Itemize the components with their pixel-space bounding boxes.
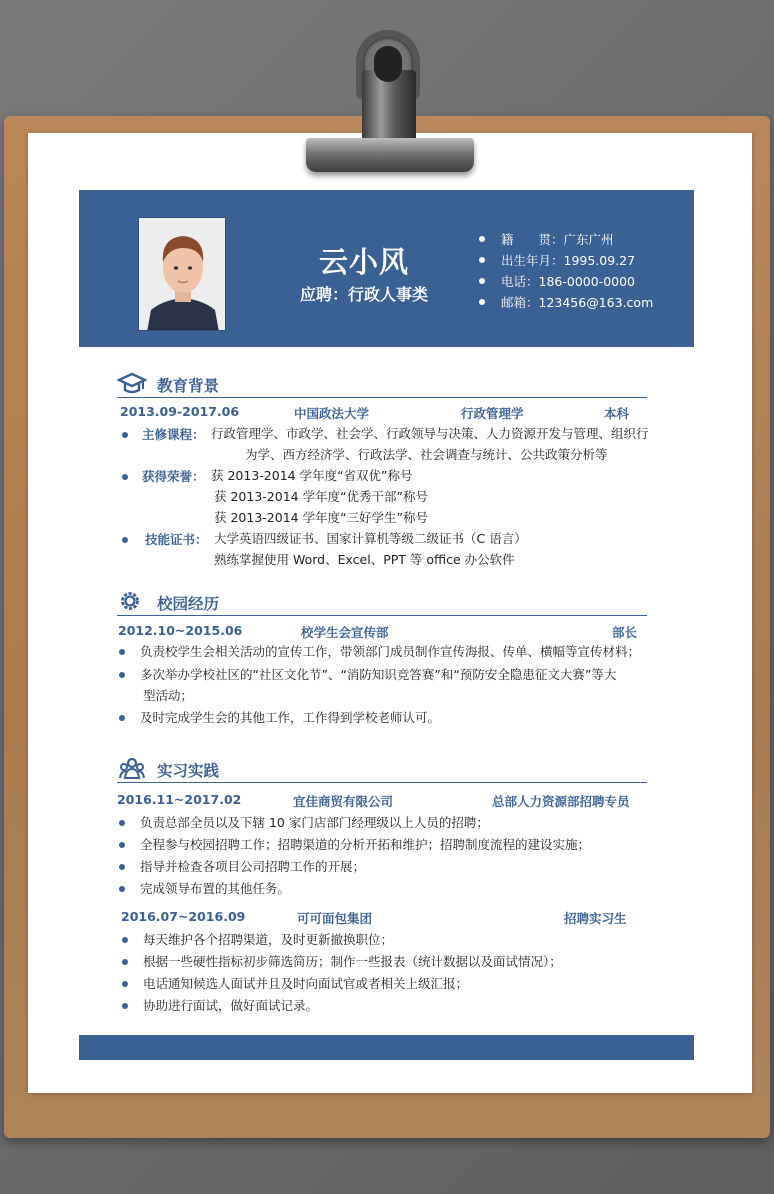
profile-photo (138, 217, 226, 331)
job1-item: 全程参与校园招聘工作；招聘渠道的分析开拓和维护；招聘制度流程的建设实施； (140, 837, 591, 852)
skills-label: 技能证书： (145, 532, 208, 547)
honor-item: 获 2013-2014 学年度“省双优”称号 (211, 468, 413, 483)
edu-major: 行政管理学 (461, 406, 524, 421)
bullet-icon (122, 981, 128, 987)
bullet-icon (119, 864, 125, 870)
bullet-icon (122, 1003, 128, 1009)
campus-item: 及时完成学生会的其他工作，工作得到学校老师认可。 (140, 710, 441, 725)
info-birth: 出生年月：1995.09.27 (479, 249, 689, 270)
info-phone: 电话：186-0000-0000 (479, 270, 689, 291)
bullet-icon (479, 278, 485, 284)
campus-item: 负责校学生会相关活动的宣传工作，带领部门成员制作宣传海报、传单、横幅等宣传材料； (140, 644, 641, 659)
bullet-icon (119, 672, 125, 678)
resume-header (79, 190, 694, 347)
edu-school: 中国政法大学 (294, 406, 370, 421)
job1-item: 指导并检查各项目公司招聘工作的开展； (140, 859, 366, 874)
bullet-icon (479, 299, 485, 305)
job1-item: 负责总部全员以及下辖 10 家门店部门经理级以上人员的招聘； (140, 815, 489, 830)
courses-label: 主修课程： (142, 427, 205, 442)
job2-role: 招聘实习生 (564, 911, 627, 926)
clip-ring-hole (374, 46, 402, 82)
bullet-icon (119, 886, 125, 892)
section-internship (117, 755, 647, 783)
info-email: 邮箱：123456@163.com (479, 291, 689, 312)
campus-period: 2012.10~2015.06 (118, 623, 243, 638)
section-title: 教育背景 (157, 377, 220, 395)
job2-company: 可可面包集团 (297, 911, 373, 926)
job2-item: 协助进行面试，做好面试记录。 (143, 998, 319, 1013)
courses-line: 为学、西方经济学、行政法学、社会调查与统计、公共政策分析等 (245, 447, 608, 462)
skill-item: 熟练掌握使用 Word、Excel、PPT 等 office 办公软件 (214, 552, 515, 567)
campus-org: 校学生会宣传部 (301, 625, 389, 640)
job1-period: 2016.11~2017.02 (117, 792, 242, 807)
section-campus (117, 588, 647, 616)
info-hometown: 籍 贯：广东广州 (479, 228, 689, 249)
campus-role: 部长 (612, 625, 638, 640)
courses-line: 行政管理学、市政学、社会学、行政领导与决策、人力资源开发与管理、组织行 (211, 426, 649, 441)
candidate-name: 云小风 (318, 245, 409, 279)
job2-item: 根据一些硬性指标初步筛选简历；制作一些报表（统计数据以及面试情况）； (143, 954, 562, 969)
section-title: 校园经历 (157, 595, 220, 613)
job2-period: 2016.07~2016.09 (121, 909, 246, 924)
bullet-icon (119, 820, 125, 826)
honor-item: 获 2013-2014 学年度“三好学生”称号 (214, 510, 429, 525)
gear-icon (117, 589, 147, 613)
bullet-icon (122, 474, 128, 480)
clip-base (306, 138, 474, 172)
section-title: 实习实践 (157, 762, 220, 780)
bullet-icon (479, 236, 485, 242)
contact-info (479, 228, 689, 312)
bullet-icon (122, 432, 128, 438)
honor-item: 获 2013-2014 学年度“优秀干部”称号 (214, 489, 429, 504)
job2-item: 电话通知候选人面试并且及时向面试官或者相关上级汇报； (143, 976, 469, 991)
job2-item: 每天维护各个招聘渠道，及时更新撤换职位； (143, 932, 394, 947)
skill-item: 大学英语四级证书、国家计算机等级二级证书（C 语言） (214, 531, 527, 546)
honors-label: 获得荣誉： (142, 469, 205, 484)
bullet-icon (122, 937, 128, 943)
bullet-icon (119, 715, 125, 721)
footer-bar (79, 1035, 694, 1060)
graduation-cap-icon (117, 371, 147, 395)
edu-degree: 本科 (604, 406, 630, 421)
bullet-icon (119, 842, 125, 848)
bullet-icon (479, 257, 485, 263)
team-icon (117, 756, 147, 780)
bullet-icon (122, 959, 128, 965)
campus-item: 多次举办学校社区的“社区文化节”、“消防知识竞答赛”和“预防安全隐患征文大赛”等大 (140, 667, 617, 682)
bullet-icon (119, 649, 125, 655)
edu-period: 2013.09-2017.06 (120, 404, 240, 419)
section-education (117, 370, 647, 398)
bullet-icon (122, 537, 128, 543)
campus-item-cont: 型活动； (143, 688, 194, 703)
apply-position: 应聘：行政人事类 (299, 285, 428, 304)
job1-item: 完成领导布置的其他任务。 (140, 881, 291, 896)
job1-company: 宜佳商贸有限公司 (293, 794, 394, 809)
job1-role: 总部人力资源部招聘专员 (492, 794, 630, 809)
